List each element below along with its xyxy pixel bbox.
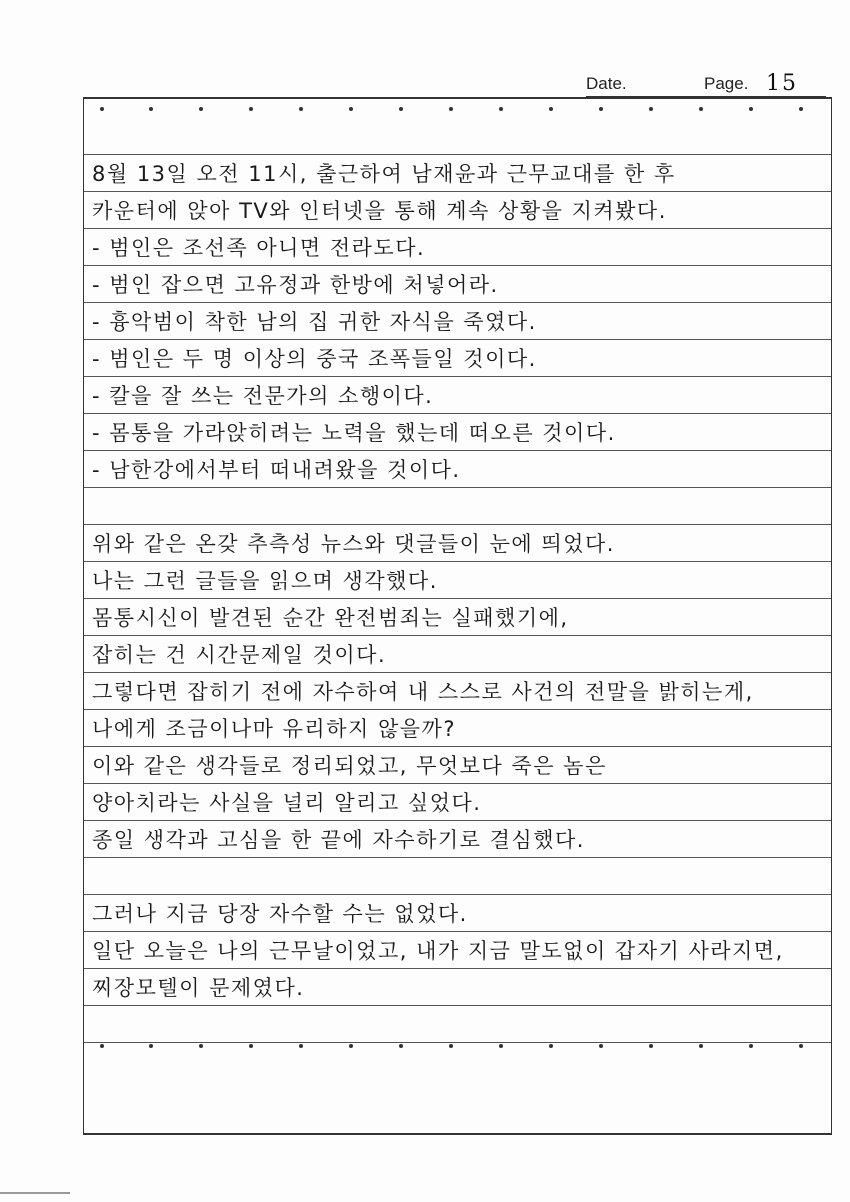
ruler-dot [349, 107, 353, 111]
ruler-dot [549, 1044, 553, 1048]
ruled-line [84, 413, 831, 451]
handwritten-text: 일단 오늘은 나의 근무날이었고, 내가 지금 말도없이 갑자기 사라지면, [92, 939, 784, 963]
top-dot-row [84, 107, 831, 113]
ruler-dot [399, 1044, 403, 1048]
handwritten-text: - 칼을 잘 쓰는 전문가의 소행이다. [92, 384, 434, 408]
handwritten-text: - 범인은 두 명 이상의 중국 조폭들일 것이다. [92, 347, 537, 371]
ruled-line [84, 376, 831, 414]
ruler-dot [699, 107, 703, 111]
handwritten-text: - 몸통을 가라앉히려는 노력을 했는데 떠오른 것이다. [92, 421, 616, 445]
handwritten-text: - 범인은 조선족 아니면 전라도다. [92, 236, 426, 260]
page-label: Page. [704, 74, 749, 93]
ruled-line [84, 635, 831, 673]
handwritten-text: 찌장모텔이 문제였다. [92, 976, 305, 1000]
date-label: Date. [586, 74, 627, 93]
ruler-dot [799, 1044, 803, 1048]
ruler-dot [349, 1044, 353, 1048]
ruler-dot [499, 1044, 503, 1048]
handwritten-text: 8월 13일 오전 11시, 출근하여 남재윤과 근무교대를 한 후 [92, 162, 676, 186]
ruler-dot [199, 1044, 203, 1048]
ruled-line [84, 672, 831, 710]
ruled-line [84, 857, 831, 895]
ruled-line [84, 154, 831, 192]
ruler-dot [799, 107, 803, 111]
handwritten-text: - 흉악범이 착한 남의 집 귀한 자식을 죽였다. [92, 310, 537, 334]
ruler-dot [649, 107, 653, 111]
ruler-dot [449, 107, 453, 111]
ruled-line [84, 265, 831, 303]
handwritten-text: 그렇다면 잡히기 전에 자수하여 내 스스로 사건의 전말을 밝히는게, [92, 680, 754, 704]
ruler-dot [449, 1044, 453, 1048]
handwritten-text: 카운터에 앉아 TV와 인터넷을 통해 계속 상황을 지켜봤다. [92, 199, 667, 223]
ruled-line [84, 524, 831, 562]
ruled-line [84, 746, 831, 784]
ruled-line [84, 191, 831, 229]
ruler-dot [199, 107, 203, 111]
ruler-dot [599, 107, 603, 111]
handwritten-text: 몸통시신이 발견된 순간 완전범죄는 실패했기에, [92, 606, 569, 630]
ruler-dot [249, 1044, 253, 1048]
ruler-dot [749, 1044, 753, 1048]
ruled-line [84, 598, 831, 636]
ruler-dot [149, 1044, 153, 1048]
ruler-dot [599, 1044, 603, 1048]
page-number: 15 [766, 71, 798, 96]
handwritten-text: 이와 같은 생각들로 정리되었고, 무엇보다 죽은 놈은 [92, 754, 607, 778]
handwritten-text: 그러나 지금 당장 자수할 수는 없었다. [92, 902, 468, 926]
footer-rule [0, 1192, 70, 1194]
ruled-line [84, 117, 831, 155]
handwritten-text: 잡히는 건 시간문제일 것이다. [92, 643, 387, 667]
ruler-dot [749, 107, 753, 111]
ruled-line [84, 339, 831, 377]
ruled-line [84, 709, 831, 747]
ruled-paper [83, 97, 832, 1135]
handwritten-text: - 범인 잡으면 고유정과 한방에 처넣어라. [92, 273, 499, 297]
ruled-line [84, 228, 831, 266]
ruler-dot [149, 107, 153, 111]
ruled-line [84, 450, 831, 488]
page-header [586, 62, 826, 97]
handwritten-text: 위와 같은 온갖 추측성 뉴스와 댓글들이 눈에 띄었다. [92, 532, 615, 556]
handwritten-text: - 남한강에서부터 떠내려왔을 것이다. [92, 458, 461, 482]
ruled-line [84, 968, 831, 1006]
bottom-dot-row [84, 1044, 831, 1050]
ruler-dot [299, 1044, 303, 1048]
ruler-dot [249, 107, 253, 111]
ruled-line [84, 931, 831, 969]
ruler-dot [499, 107, 503, 111]
ruled-line [84, 820, 831, 858]
ruler-dot [649, 1044, 653, 1048]
ruler-dot [100, 1044, 104, 1048]
handwritten-text: 양아치라는 사실을 널리 알리고 싶었다. [92, 791, 482, 815]
handwritten-text: 나는 그런 글들을 읽으며 생각했다. [92, 569, 438, 593]
ruler-dot [549, 107, 553, 111]
ruled-line [84, 1005, 831, 1043]
ruler-dot [699, 1044, 703, 1048]
ruled-line [84, 487, 831, 525]
ruled-line [84, 783, 831, 821]
handwritten-text: 나에게 조금이나마 유리하지 않을까? [92, 717, 456, 741]
ruled-line [84, 302, 831, 340]
ruler-dot [299, 107, 303, 111]
ruled-line [84, 561, 831, 599]
ruler-dot [100, 107, 104, 111]
handwritten-text: 종일 생각과 고심을 한 끝에 자수하기로 결심했다. [92, 828, 585, 852]
ruled-line [84, 894, 831, 932]
ruler-dot [399, 107, 403, 111]
